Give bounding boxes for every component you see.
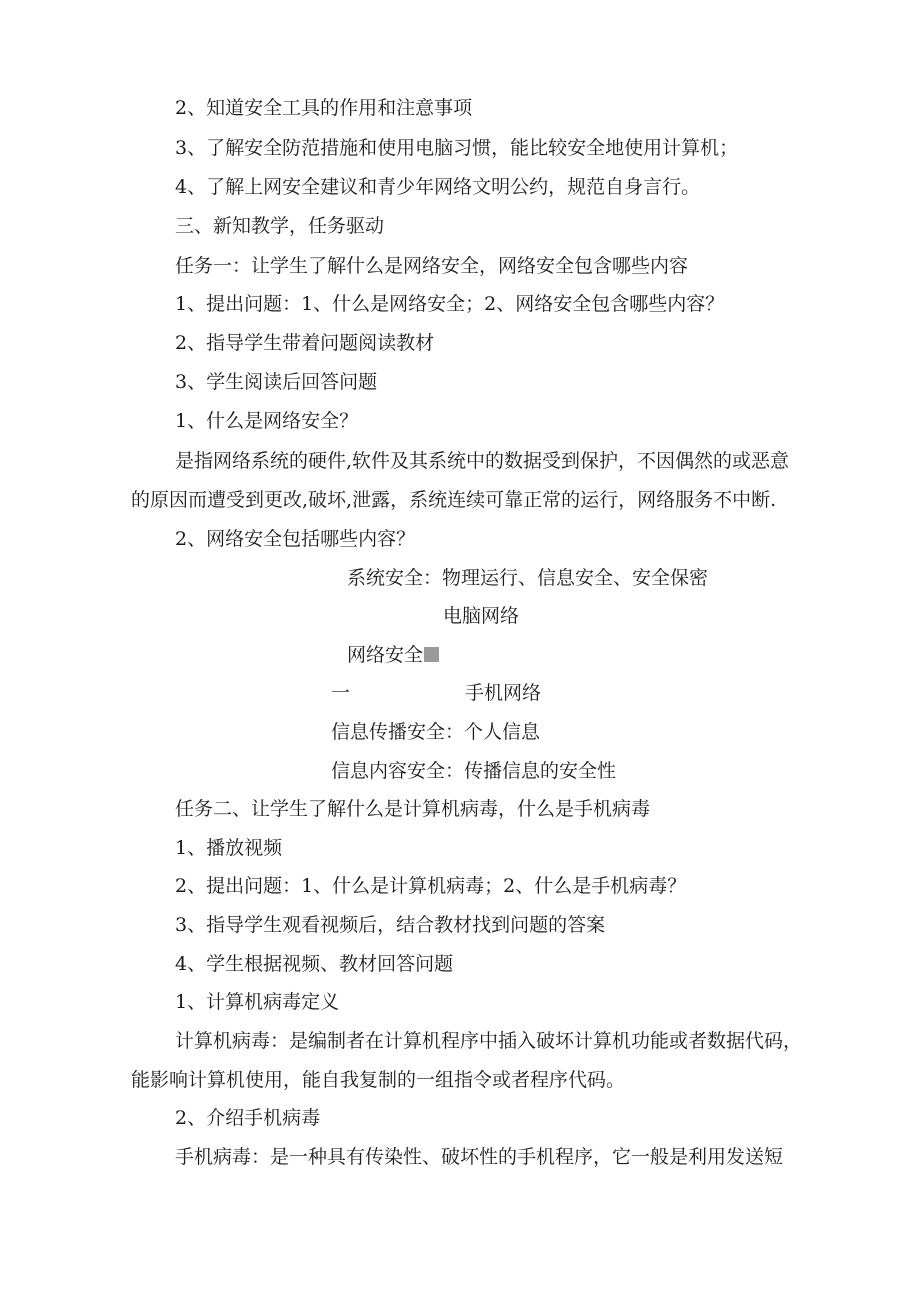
question-2: 2、网络安全包括哪些内容？ xyxy=(175,528,416,550)
task1-step: 2、指导学生带着问题阅读教材 xyxy=(175,332,435,354)
answer-1-line2: 的原因而遭受到更改,破坏,泄露，系统连续可靠正常的运行，网络服务不中断. xyxy=(131,489,777,511)
virus-definition-line1: 计算机病毒：是编制者在计算机程序中插入破坏计算机功能或者数据代码， xyxy=(175,1030,803,1052)
mobile-virus-line1: 手机病毒：是一种具有传染性、破坏性的手机程序，它一般是利用发送短 xyxy=(175,1146,784,1168)
task2-step: 2、提出问题：1、什么是计算机病毒；2、什么是手机病毒？ xyxy=(175,875,687,897)
diagram-computer-network: 电脑网络 xyxy=(443,605,520,627)
diagram-info-content-security: 信息内容安全：传播信息的安全性 xyxy=(331,760,617,782)
task2-step: 1、播放视频 xyxy=(175,837,283,859)
answer-1-line1: 是指网络系统的硬件,软件及其系统中的数据受到保护，不因偶然的或恶意 xyxy=(175,450,790,472)
objective-item: 4、了解上网安全建议和青少年网络文明公约，规范自身言行。 xyxy=(175,176,701,198)
mobile-virus-heading: 2、介绍手机病毒 xyxy=(175,1107,321,1129)
diagram-network-security-label: 网络安全 xyxy=(347,644,424,666)
diagram-dash: 一 xyxy=(331,682,351,704)
section-heading: 三、新知教学，任务驱动 xyxy=(175,215,385,237)
diagram-info-spread-security: 信息传播安全：个人信息 xyxy=(331,721,541,743)
objective-item: 2、知道安全工具的作用和注意事项 xyxy=(175,97,473,119)
brace-box-icon xyxy=(424,647,439,662)
task2-title: 任务二、让学生了解什么是计算机病毒，什么是手机病毒 xyxy=(175,798,651,820)
diagram-network-security xyxy=(347,643,439,667)
diagram-mobile-network: 手机网络 xyxy=(465,682,542,704)
diagram-system-security: 系统安全：物理运行、信息安全、安全保密 xyxy=(347,567,709,589)
task1-step: 3、学生阅读后回答问题 xyxy=(175,371,378,393)
objective-item: 3、了解安全防范措施和使用电脑习惯，能比较安全地使用计算机； xyxy=(175,137,739,159)
question-1: 1、什么是网络安全？ xyxy=(175,410,359,432)
virus-definition-line2: 能影响计算机使用，能自我复制的一组指令或者程序代码。 xyxy=(131,1069,626,1091)
virus-definition-heading: 1、计算机病毒定义 xyxy=(175,991,340,1013)
task1-title: 任务一：让学生了解什么是网络安全，网络安全包含哪些内容 xyxy=(175,255,689,277)
task2-step: 3、指导学生观看视频后，结合教材找到问题的答案 xyxy=(175,914,606,936)
task1-step: 1、提出问题：1、什么是网络安全；2、网络安全包含哪些内容？ xyxy=(175,293,725,315)
task2-step: 4、学生根据视频、教材回答问题 xyxy=(175,953,454,975)
